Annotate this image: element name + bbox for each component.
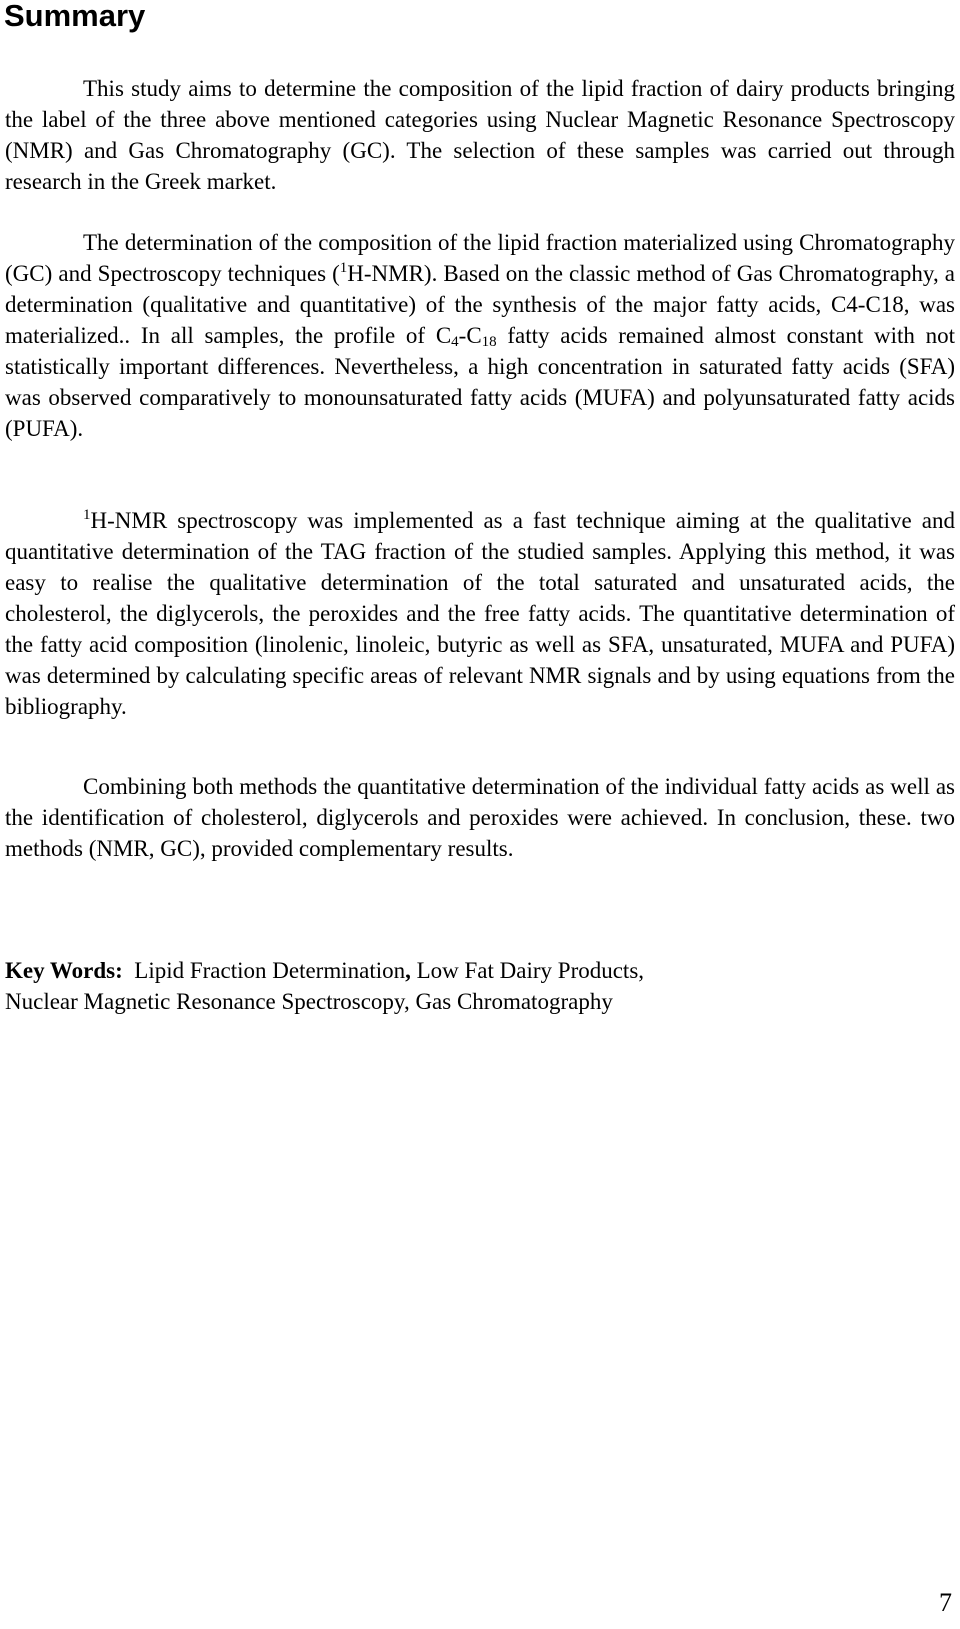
paragraph-4 (5, 771, 955, 864)
keywords-term-lipid-fraction: Lipid Fraction Determination (134, 958, 406, 983)
subscript-4: 4 (451, 334, 459, 350)
paragraph-4-text: Combining both methods the quantitative determination of the individual fatty acids as well as the identification of cholesterol, diglycerols and peroxides were achieved. In conclusion, these. two methods (NMR, GC), provided complementary results. (5, 774, 955, 861)
keywords-comma: , (405, 958, 411, 983)
paragraph-2-text-c: -C (458, 323, 482, 348)
paragraph-2-text-d: fatty acids remained almost constant with not statistically important differences. Nevertheless, a high concentration in saturated fatty acids (SFA) was observed comparatively to monounsaturated fatty acids (MUFA) and polyunsaturated fatty acids (PUFA). (5, 323, 955, 441)
paragraph-2-text-a: The determination of the composition of the lipid fraction materialized using Chromatography (GC) and Spectroscopy techniques ( (5, 230, 955, 286)
paragraph-1-text: This study aims to determine the composition of the lipid fraction of dairy products bringing the label of the three above mentioned categories using Nuclear Magnetic Resonance Spectroscopy (NMR) and Gas Chromatography (GC). The selection of these samples was carried out through research in the Greek market. (5, 76, 955, 194)
keywords (5, 955, 955, 1017)
subscript-18: 18 (481, 334, 497, 350)
paragraph-1 (5, 73, 955, 197)
keywords-term-low-fat: Low Fat Dairy Products, (410, 958, 645, 983)
paragraph-3 (5, 505, 955, 722)
paragraph-3-text: H-NMR spectroscopy was implemented as a fast technique aiming at the qualitative and quantitative determination of the TAG fraction of the studied samples. Applying this method, it was easy to realise the qualitative determination of the total saturated and unsaturated acids, the cholesterol, the diglycerols, the peroxides and the free fatty acids. The quantitative determination of the fatty acid composition (linolenic, linoleic, butyric as well as SFA, unsaturated, MUFA and PUFA) was determined by calculating specific areas of relevant NMR signals and by using equations from the bibliography. (5, 508, 955, 719)
keywords-label: Key Words: (5, 958, 123, 983)
paragraph-2 (5, 227, 955, 444)
superscript-1: 1 (83, 507, 91, 523)
page-number: 7 (939, 1588, 952, 1617)
page-title: Summary (4, 0, 146, 33)
keywords-line-2: Nuclear Magnetic Resonance Spectroscopy, Gas Chromatography (5, 989, 613, 1014)
paragraph-2-text-b: H-NMR). Based on the classic method of Gas Chromatography, a determination (qualitative and quantitative) of the synthesis of the major fatty acids, C4-C18, was materialized.. In all samples, the profile of C (5, 261, 955, 348)
superscript-1: 1 (339, 260, 348, 276)
